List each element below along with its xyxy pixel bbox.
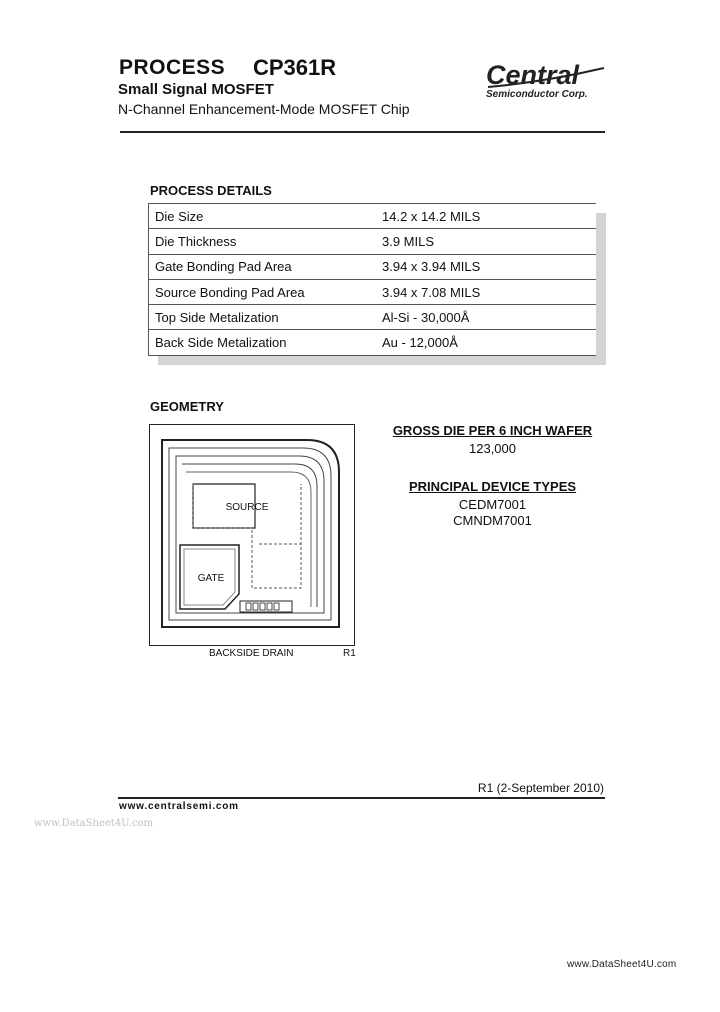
page-description: N-Channel Enhancement-Mode MOSFET Chip [118, 101, 410, 117]
process-details-title: PROCESS DETAILS [150, 183, 272, 198]
gate-label: GATE [197, 573, 225, 584]
website-link[interactable]: www.centralsemi.com [119, 801, 239, 812]
row-value: 3.9 MILS [375, 229, 596, 254]
backside-drain-label: BACKSIDE DRAIN [209, 648, 294, 659]
table-row [149, 305, 597, 330]
device-type: CEDM7001 [458, 497, 527, 512]
row-label: Back Side Metalization [149, 330, 376, 355]
row-value: Al-Si - 30,000Å [375, 305, 596, 330]
row-value: Au - 12,000Å [375, 330, 596, 355]
process-details-table [148, 203, 596, 356]
row-label: Source Bonding Pad Area [149, 279, 376, 304]
die-guard-ring [169, 448, 331, 620]
table-row [149, 254, 597, 279]
die-guard-ring [182, 464, 317, 607]
test-structure-cell [260, 603, 265, 610]
table-shadow [596, 213, 606, 365]
die-guard-ring [186, 472, 311, 607]
footer-divider [118, 797, 605, 799]
die-outline [162, 440, 339, 627]
process-details-table-wrap [148, 203, 596, 356]
header-divider [120, 131, 605, 133]
device-type: CMNDM7001 [453, 513, 532, 528]
test-structure-cell [246, 603, 251, 610]
die-guard-ring [176, 456, 324, 613]
logo-tagline: Semiconductor Corp. [486, 89, 588, 100]
row-value: 3.94 x 3.94 MILS [375, 254, 596, 279]
device-types-heading: PRINCIPAL DEVICE TYPES [408, 479, 577, 494]
row-value: 14.2 x 14.2 MILS [375, 204, 596, 229]
watermark-link[interactable]: www.DataSheet4U.com [567, 959, 677, 970]
source-label: SOURCE [225, 502, 269, 513]
gross-die-value: 123,000 [469, 441, 516, 456]
row-label: Die Size [149, 204, 376, 229]
logo-name: Central [486, 60, 580, 90]
table-row [149, 330, 597, 355]
gross-die-heading: GROSS DIE PER 6 INCH WAFER [392, 423, 593, 438]
geometry-title: GEOMETRY [150, 399, 224, 414]
watermark-link[interactable]: www.DataSheet4U.com [34, 818, 153, 829]
table-row [149, 204, 597, 229]
table-row [149, 229, 597, 254]
geometry-revision-label: R1 [343, 648, 356, 659]
revision-date: R1 (2-September 2010) [477, 781, 604, 795]
central-logo-icon [484, 58, 608, 102]
test-structure-cell [267, 603, 272, 610]
row-label: Die Thickness [149, 229, 376, 254]
row-label: Gate Bonding Pad Area [149, 254, 376, 279]
page-subtitle: Small Signal MOSFET [118, 81, 274, 98]
test-structure-cell [274, 603, 279, 610]
die-geometry-diagram [149, 424, 355, 646]
process-word: PROCESS [119, 56, 226, 79]
part-number: CP361R [253, 55, 337, 80]
row-value: 3.94 x 7.08 MILS [375, 279, 596, 304]
test-structure-cell [253, 603, 258, 610]
row-label: Top Side Metalization [149, 305, 376, 330]
table-row [149, 279, 597, 304]
